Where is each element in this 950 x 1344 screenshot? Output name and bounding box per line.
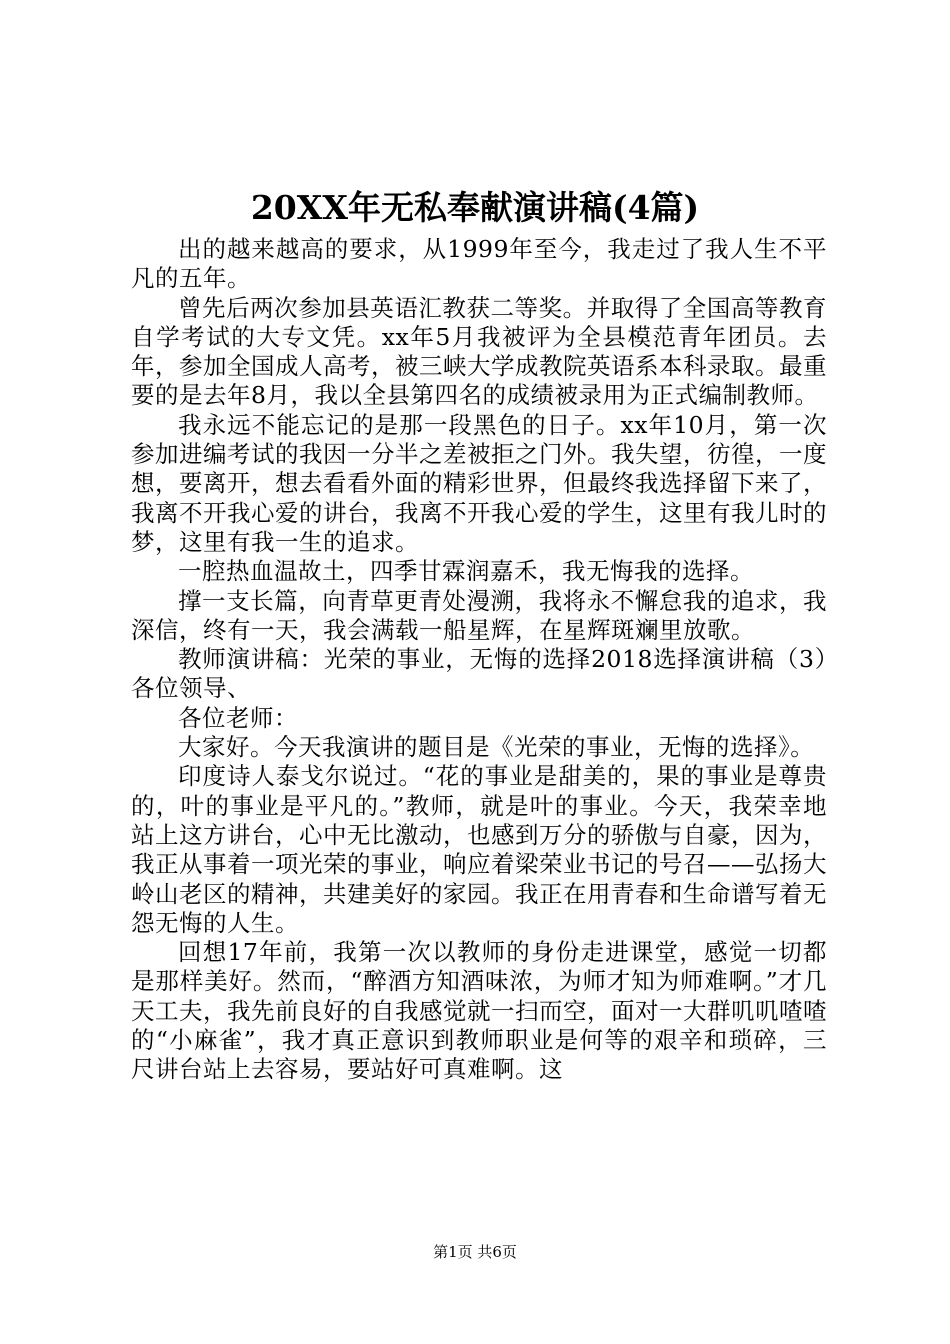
paragraph: 一腔热血温故土，四季甘霖润嘉禾，我无悔我的选择。 (178, 557, 754, 586)
paragraph: 出的越来越高的要求，从1999年至今，我走过了我人生不平凡的五年。 (131, 235, 827, 293)
document-body (131, 235, 827, 1085)
paragraph: 回想17年前，我第一次以教师的身份走进课堂，感觉一切都是那样美好。然而，“醉酒方知酒味浓，为师才知为师难啊。”才几天工夫，我先前良好的自我感觉就一扫而空，面对一大群叽叽喳喳的“小麻雀”，我才真正意识到教师职业是何等的艰辛和琐碎，三尺讲台站上去容易，要站好可真难啊。这 (131, 938, 827, 1084)
paragraph: 教师演讲稿：光荣的事业，无悔的选择2018选择演讲稿（3）各位领导、 (131, 645, 827, 703)
paragraph: 各位老师： (178, 703, 298, 732)
document-title: 20XX年无私奉献演讲稿(4篇) (250, 188, 700, 227)
paragraph: 撑一支长篇，向青草更青处漫溯，我将永不懈怠我的追求，我深信，终有一天，我会满载一船星辉，在星辉斑斓里放歌。 (131, 586, 827, 644)
paragraph: 大家好。今天我演讲的题目是《光荣的事业，无悔的选择》。 (178, 733, 815, 762)
paragraph: 曾先后两次参加县英语汇教获二等奖。并取得了全国高等教育自学考试的大专文凭。xx年5月我被评为全县模范青年团员。去年，参加全国成人高考，被三峡大学成教院英语系本科录取。最重要的是去年8月，我以全县第四名的成绩被录用为正式编制教师。 (131, 293, 827, 410)
paragraph: 我永远不能忘记的是那一段黑色的日子。xx年10月，第一次参加进编考试的我因一分半之差被拒之门外。我失望，彷徨，一度想，要离开，想去看看外面的精彩世界，但最终我选择留下来了，我离不开我心爱的讲台，我离不开我心爱的学生，这里有我儿时的梦，这里有我一生的追求。 (131, 410, 827, 556)
page-footer: 第1页 共6页 (433, 1243, 517, 1261)
paragraph: 印度诗人泰戈尔说过。“花的事业是甜美的，果的事业是尊贵的，叶的事业是平凡的。”教师，就是叶的事业。今天，我荣幸地站上这方讲台，心中无比激动，也感到万分的骄傲与自豪，因为，我正从事着一项光荣的事业，响应着梁荣业书记的号召——弘扬大岭山老区的精神，共建美好的家园。我正在用青春和生命谱写着无怨无悔的人生。 (131, 762, 827, 937)
